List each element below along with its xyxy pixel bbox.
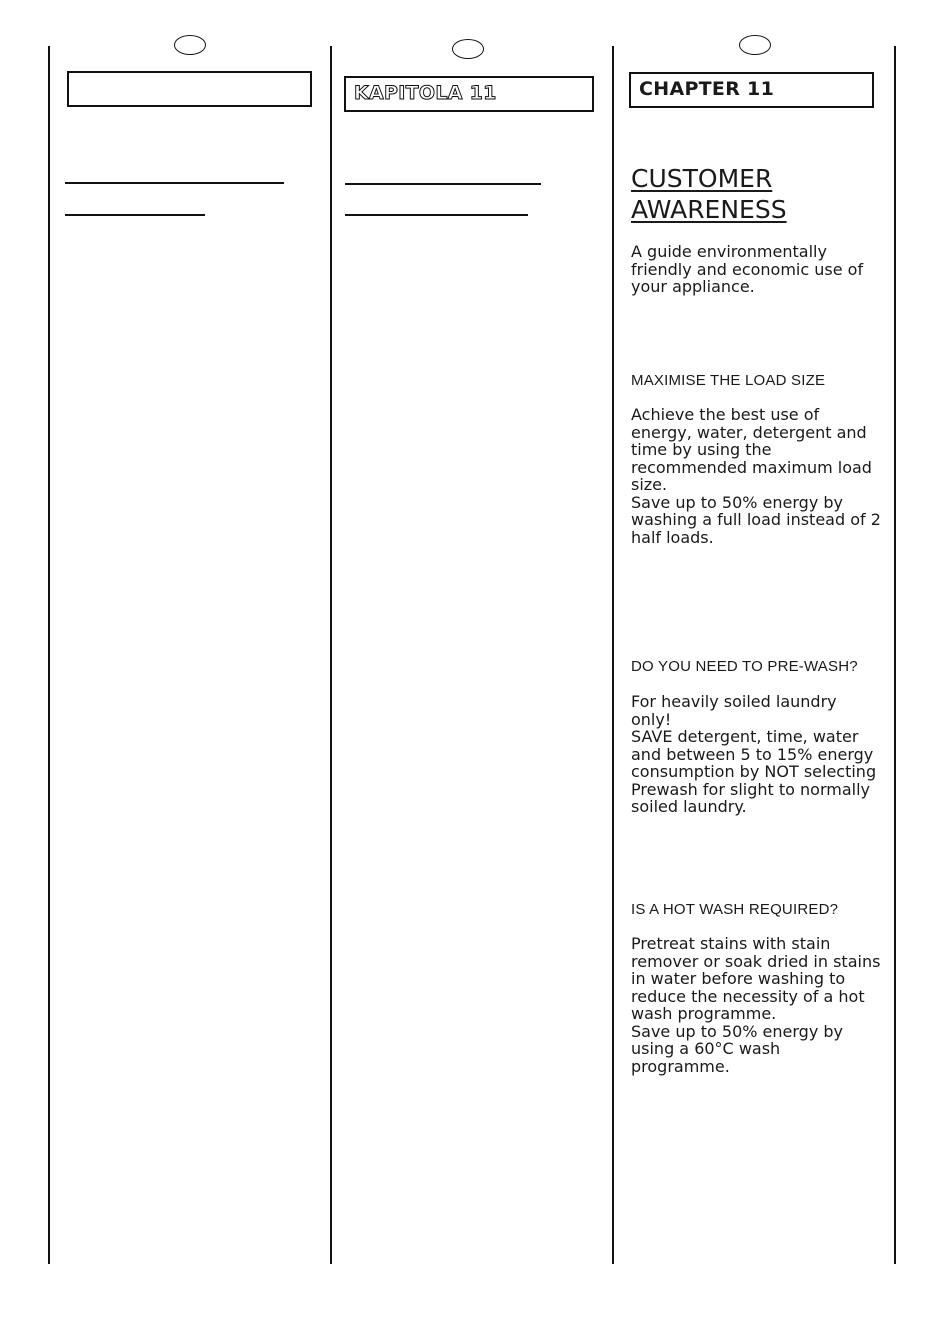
column-divider-middle-right — [612, 46, 614, 1264]
chapter-box-right: CHAPTER 11 — [629, 72, 874, 108]
column-divider-right — [894, 46, 896, 1264]
left-title-underline-2 — [65, 214, 205, 216]
section-heading-load-size: MAXIMISE THE LOAD SIZE — [631, 372, 826, 389]
chapter-box-middle: KAPITOLA 11 — [344, 76, 594, 112]
left-title-underline-1 — [65, 182, 284, 184]
section-body-pre-wash: For heavily soiled laundry only! SAVE detergent, time, water and between 5 to 15% energy consumption by NOT selecting Prewash for slight to normally soiled laundry. — [631, 692, 877, 816]
intro-text: A guide environmentally friendly and economic use of your appliance. — [631, 242, 864, 296]
customer-awareness-title: CUSTOMER AWARENESS — [631, 164, 787, 224]
language-badge-right — [739, 35, 771, 55]
section-heading-pre-wash: DO YOU NEED TO PRE-WASH? — [631, 658, 858, 675]
section-heading-hot-wash: IS A HOT WASH REQUIRED? — [631, 901, 839, 918]
middle-title-underline-2 — [345, 214, 528, 216]
column-divider-middle-left — [330, 46, 332, 1264]
language-badge-middle — [452, 39, 484, 59]
chapter-box-left — [67, 71, 312, 107]
language-badge-left — [174, 35, 206, 55]
column-divider-left — [48, 46, 50, 1264]
middle-title-underline-1 — [345, 183, 541, 185]
section-body-hot-wash: Pretreat stains with stain remover or soak dried in stains in water before washing to reduce the necessity of a hot wash programme. Save up to 50% energy by using a 60°C wash programme. — [631, 934, 881, 1076]
section-body-load-size: Achieve the best use of energy, water, detergent and time by using the recommended maximum load size. Save up to 50% energy by washing a full load instead of 2 half loads. — [631, 405, 881, 547]
